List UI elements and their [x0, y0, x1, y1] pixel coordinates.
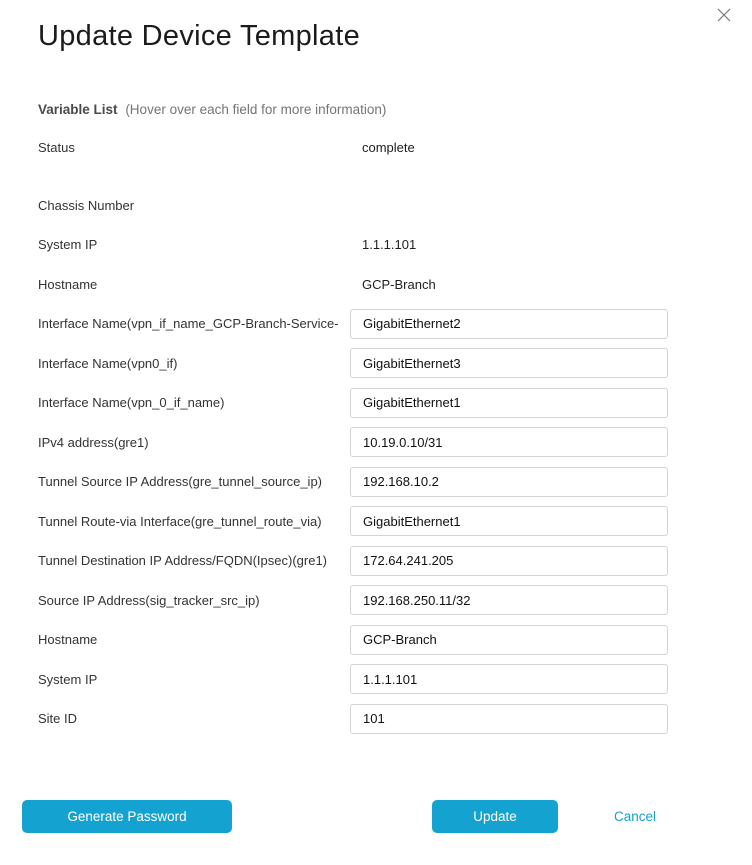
field-label: Tunnel Source IP Address(gre_tunnel_source_ip) [38, 474, 323, 490]
field-row-hostname-input [38, 625, 668, 655]
field-row-site-id [38, 704, 668, 734]
close-x-glyph [716, 7, 732, 23]
field-label: Status [38, 139, 75, 155]
field-value: 1.1.1.101 [362, 237, 417, 253]
field-row-ipv4-address-gre1 [38, 427, 668, 457]
site-id-input[interactable] [350, 704, 668, 734]
field-label: Tunnel Destination IP Address/FQDN(Ipsec)(gre1) [38, 553, 328, 569]
field-row-status [38, 132, 668, 162]
field-label: System IP [38, 671, 98, 687]
field-label: Interface Name(vpn0_if) [38, 355, 178, 371]
variable-list-heading: Variable List [38, 102, 118, 118]
field-row-tunnel-destination-ip [38, 546, 668, 576]
hostname-input[interactable] [350, 625, 668, 655]
field-value: complete [362, 139, 415, 155]
generate-password-button[interactable]: Generate Password [22, 800, 232, 833]
field-label: System IP [38, 237, 98, 253]
field-label: IPv4 address(gre1) [38, 434, 149, 450]
tunnel-destination-ip-input[interactable] [350, 546, 668, 576]
field-row-interface-name-vpn0-if [38, 348, 668, 378]
field-label: Interface Name(vpn_0_if_name) [38, 395, 225, 411]
ipv4-address-gre1-input[interactable] [350, 427, 668, 457]
field-row-interface-name-service [38, 309, 668, 339]
field-row-source-ip-sig-tracker [38, 585, 668, 615]
field-row-tunnel-source-ip [38, 467, 668, 497]
field-row-system-ip [38, 230, 668, 260]
tunnel-source-ip-input[interactable] [350, 467, 668, 497]
sig-tracker-src-ip-input[interactable] [350, 585, 668, 615]
interface-name-service-input[interactable] [350, 309, 668, 339]
field-value: GCP-Branch [362, 276, 436, 292]
cancel-link[interactable]: Cancel [614, 809, 657, 824]
field-label: Hostname [38, 276, 98, 292]
field-label: Hostname [38, 632, 98, 648]
field-row-interface-name-vpn-0-if-name [38, 388, 668, 418]
field-label: Chassis Number [38, 197, 135, 213]
dialog-footer [0, 800, 752, 833]
variable-list-header [38, 102, 668, 118]
tunnel-route-via-input[interactable] [350, 506, 668, 536]
interface-name-vpn-0-if-name-input[interactable] [350, 388, 668, 418]
field-row-chassis-number [38, 190, 668, 220]
field-label: Source IP Address(sig_tracker_src_ip) [38, 592, 260, 608]
variable-list-hint: (Hover over each field for more information) [125, 102, 387, 118]
interface-name-vpn0-if-input[interactable] [350, 348, 668, 378]
system-ip-input[interactable] [350, 664, 668, 694]
close-icon[interactable] [714, 5, 734, 25]
field-row-tunnel-route-via [38, 506, 668, 536]
field-label: Site ID [38, 711, 78, 727]
variable-rows [38, 132, 668, 734]
field-label: Interface Name(vpn_if_name_GCP-Branch-Service- [38, 316, 339, 332]
field-label: Tunnel Route-via Interface(gre_tunnel_route_via) [38, 513, 322, 529]
field-row-hostname [38, 269, 668, 299]
update-button[interactable]: Update [432, 800, 558, 833]
field-row-system-ip-input [38, 664, 668, 694]
dialog-title: Update Device Template [38, 20, 361, 52]
